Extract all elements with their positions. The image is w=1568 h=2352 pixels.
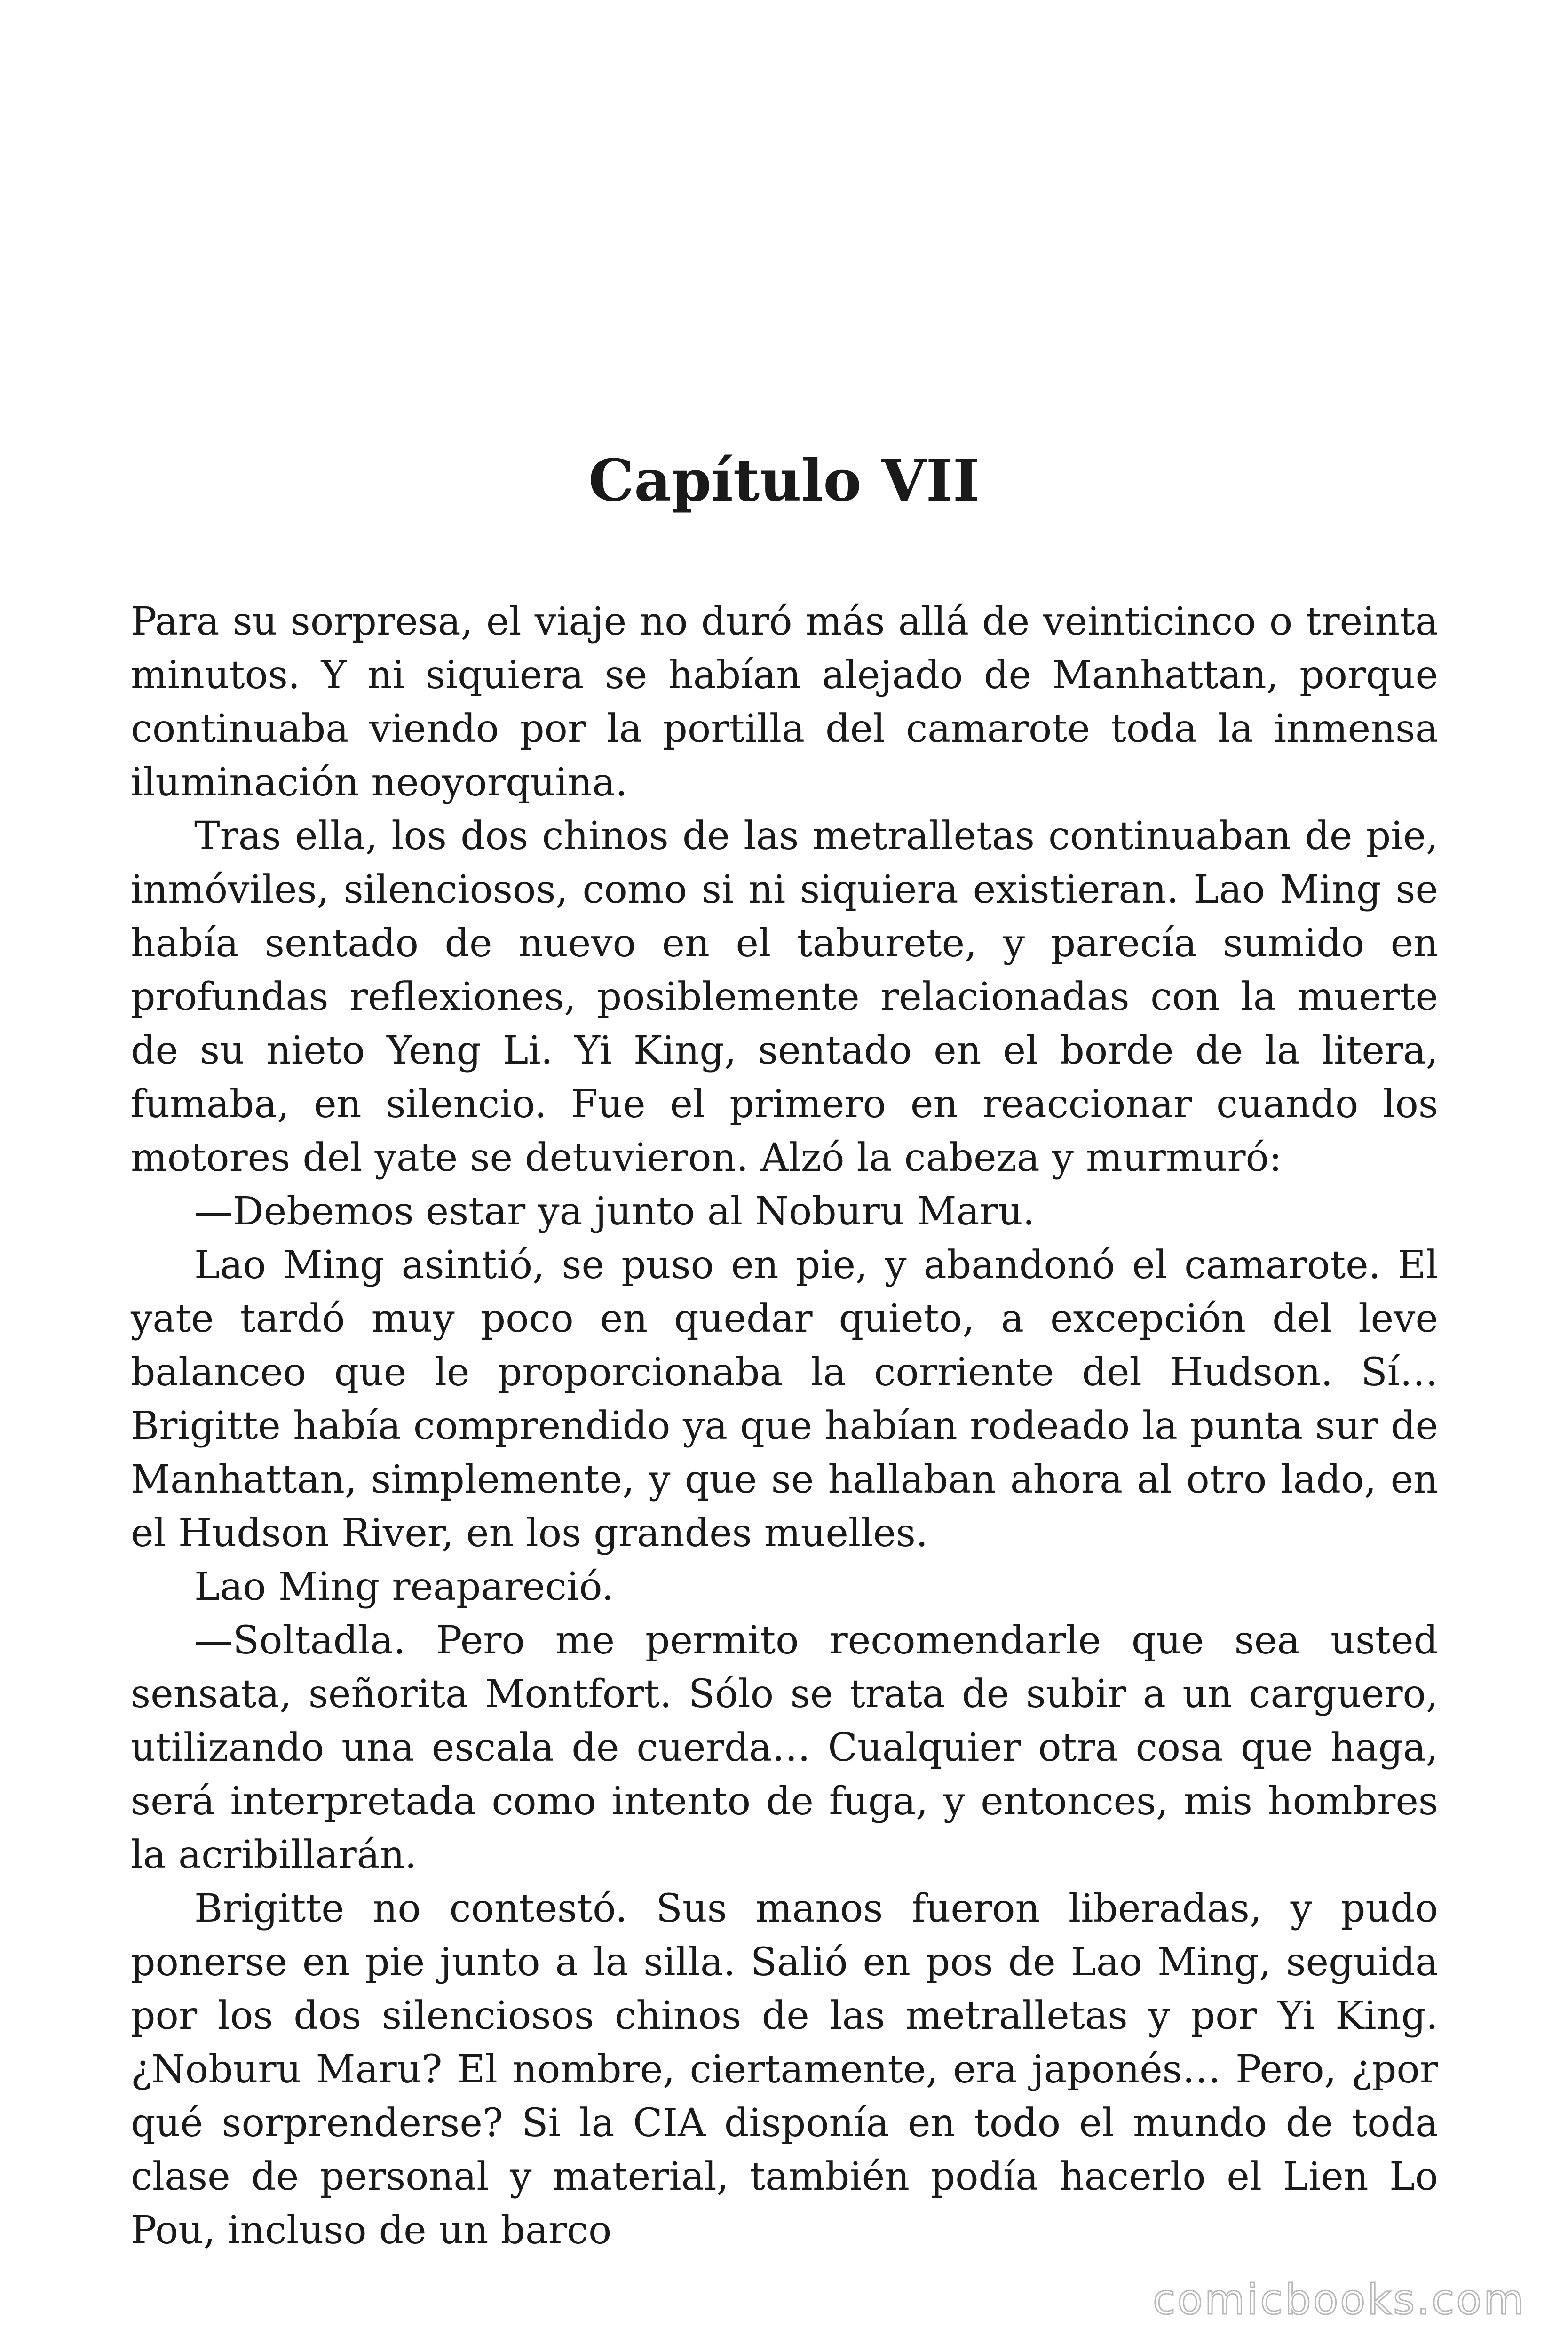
chapter-title: Capítulo VII <box>588 446 980 514</box>
paragraph-5: Brigitte no contestó. Sus manos fueron liberadas, y pudo ponerse en pie junto a la silla. Salió en pos de Lao Ming, seguida por los dos silenciosos chinos de las metralletas y por Yi King. ¿Noburu Maru? El nombre, ciertamente, era japonés… Pero, ¿por qué sorprenderse? Si la CIA disponía en todo el mundo de toda clase de personal y material, también podía hacerlo el Lien Lo Pou, incluso de un barco <box>131 1886 1438 2253</box>
watermark-logo: comicbooks.com <box>1152 2275 1526 2324</box>
dialogue-line-2: —Soltadla. Pero me permito recomendarle que sea usted sensata, señorita Montfort. Sólo se trata de subir a un carguero, utilizando una escala de cuerda… Cualquier otra cosa que haga, será interpretada como intento de fuga, y entonces, mis hombres la acribillarán. <box>131 1618 1438 1877</box>
dialogue-line-1: —Debemos estar ya junto al Noburu Maru. <box>194 1189 1035 1234</box>
chapter-body <box>131 595 1438 2257</box>
paragraph-1: Para su sorpresa, el viaje no duró más allá de veinticinco o treinta minutos. Y ni siquiera se habían alejado de Manhattan, porque continuaba viendo por la portilla del camarote toda la inmensa iluminación neoyorquina. <box>131 599 1438 805</box>
paragraph-4: Lao Ming reapareció. <box>194 1565 614 1609</box>
paragraph-3: Lao Ming asintió, se puso en pie, y abandonó el camarote. El yate tardó muy poco en quedar quieto, a excepción del leve balanceo que le proporcionaba la corriente del Hudson. Sí… Brigitte había comprendido ya que habían rodeado la punta sur de Manhattan, simplemente, y que se hallaban ahora al otro lado, en el Hudson River, en los grandes muelles. <box>131 1243 1438 1556</box>
paragraph-2: Tras ella, los dos chinos de las metralletas continuaban de pie, inmóviles, silenciosos, como si ni siquiera existieran. Lao Ming se había sentado de nuevo en el taburete, y parecía sumido en profundas reflexiones, posiblemente relacionadas con la muerte de su nieto Yeng Li. Yi King, sentado en el borde de la litera, fumaba, en silencio. Fue el primero en reaccionar cuando los motores del yate se detuvieron. Alzó la cabeza y murmuró: <box>131 814 1438 1180</box>
